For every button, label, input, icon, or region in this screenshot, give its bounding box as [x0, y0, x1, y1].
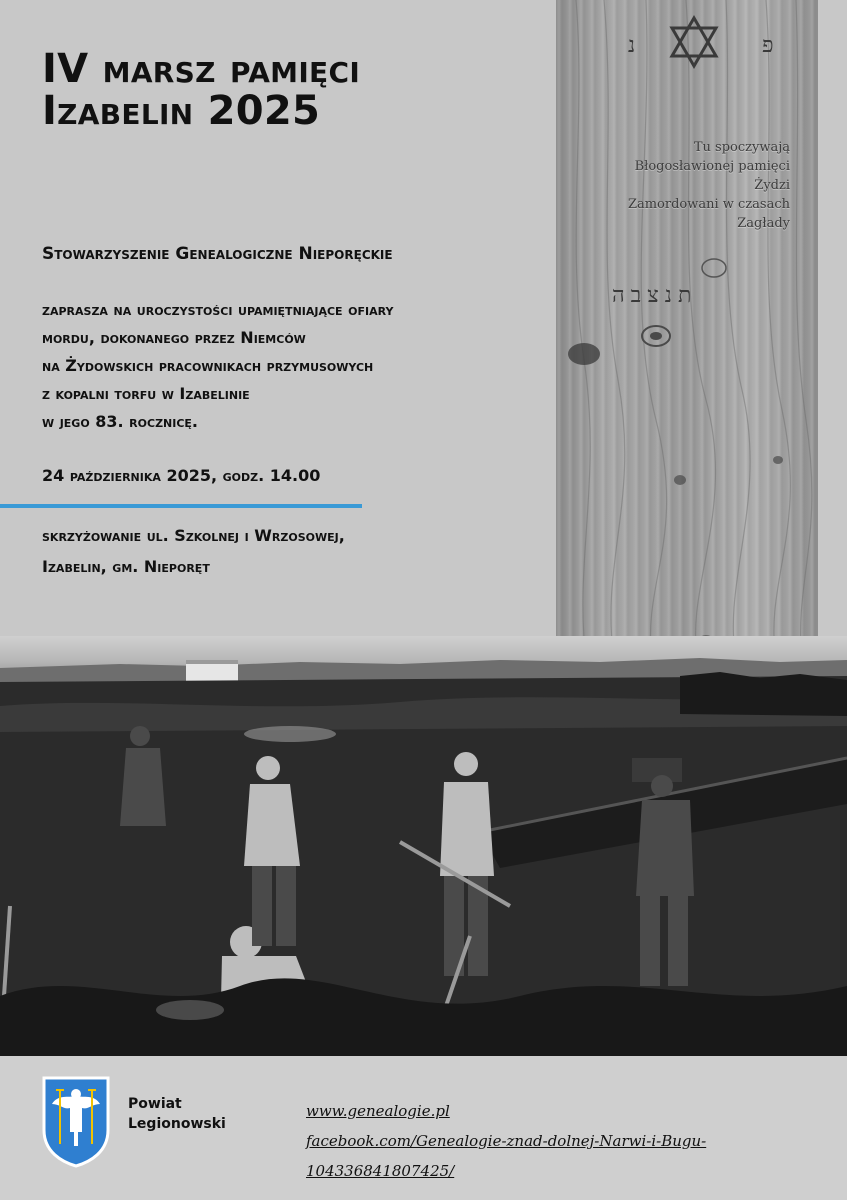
facebook-link[interactable]: facebook.com/Genealogie-znad-dolnej-Narwi-i-Bugu-104336841807425/ — [306, 1132, 707, 1180]
county-line-2: Legionowski — [128, 1116, 226, 1132]
hebrew-letter-pe: פ — [762, 33, 774, 58]
star-of-david-icon — [666, 14, 722, 70]
county-name — [128, 1094, 226, 1134]
plank-inscription — [628, 138, 790, 233]
location-line-1: skrzyżowanie ul. Szkolnej i Wrzosowej, — [42, 526, 345, 545]
county-line-1: Powiat — [128, 1096, 182, 1112]
event-location — [42, 520, 345, 582]
invitation-line-2: mordu, dokonanego przez Niemców — [42, 328, 306, 347]
inscription-line-2: Błogosławionej pamięci — [634, 159, 790, 174]
invitation-text — [42, 296, 542, 436]
hebrew-abbreviation: תנצבה — [612, 283, 698, 308]
invitation-line-5: w jego 83. rocznicę. — [42, 412, 199, 431]
wood-grain-texture — [556, 0, 818, 660]
location-line-2: Izabelin, gm. Nieporęt — [42, 557, 210, 576]
accent-divider — [0, 504, 362, 508]
county-coat-of-arms-icon — [40, 1074, 112, 1168]
hebrew-letter-nun: נ — [628, 33, 636, 58]
inscription-line-3: Żydzi — [754, 178, 790, 193]
invitation-line-4: z kopalni torfu w Izabelinie — [42, 384, 250, 403]
website-link[interactable]: www.genealogie.pl — [306, 1102, 450, 1120]
memorial-plank-image — [556, 0, 818, 660]
historical-peat-mine-photo — [0, 636, 847, 1056]
peat-workers-illustration — [0, 636, 847, 1056]
poster-title — [42, 48, 360, 132]
inscription-line-5: Zagłady — [737, 216, 790, 231]
title-line-2: Izabelin 2025 — [42, 88, 321, 134]
event-date-time: 24 października 2025, godz. 14.00 — [42, 466, 321, 485]
footer-links — [306, 1096, 847, 1186]
inscription-line-1: Tu spoczywają — [693, 140, 790, 155]
inscription-line-4: Zamordowani w czasach — [627, 197, 790, 212]
invitation-line-1: zaprasza na uroczystości upamiętniające ofiary — [42, 300, 394, 319]
title-line-1: IV marsz pamięci — [42, 46, 361, 92]
organizer-name: Stowarzyszenie Genealogiczne Nieporęckie — [42, 244, 393, 264]
invitation-line-3: na Żydowskich pracownikach przymusowych — [42, 356, 374, 375]
